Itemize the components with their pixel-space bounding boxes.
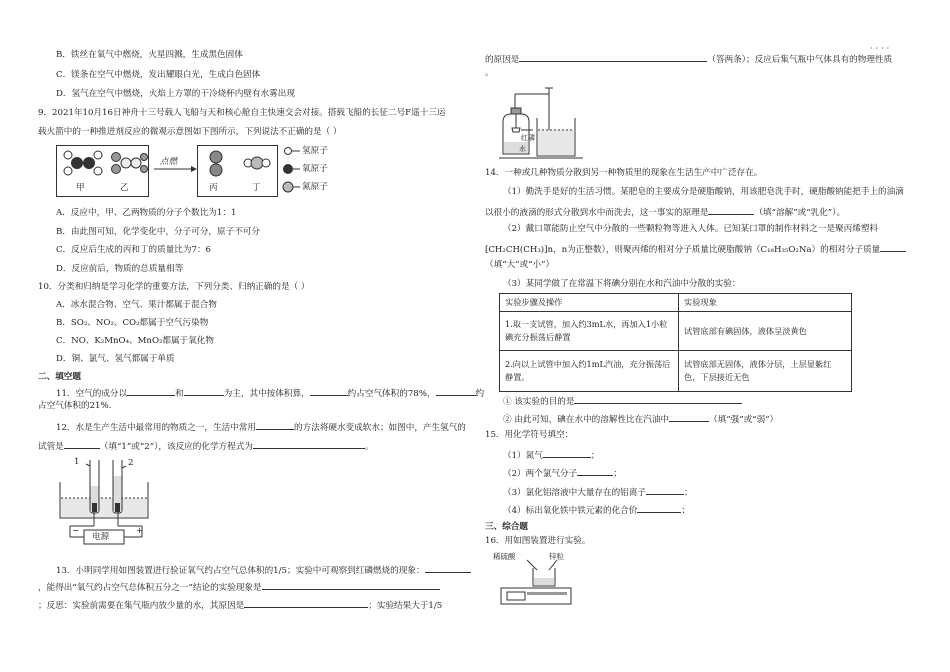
q11-blank-3[interactable] bbox=[310, 386, 348, 396]
molecule-ding bbox=[244, 157, 270, 169]
emphasis-dots: ···· bbox=[870, 44, 893, 53]
q10-stem: 10．分类和归纳是学习化学的重要方法，下列分类、归纳正确的是（ ） bbox=[38, 282, 310, 292]
tube-2-label: 2 bbox=[128, 458, 134, 468]
q8-option-d: D．氢气在空气中燃烧，火焰上方罩的干冷烧杯内壁有水雾出现 bbox=[56, 89, 295, 99]
table-header-cell: 实验现象 bbox=[679, 294, 852, 312]
label-yi: 乙 bbox=[120, 183, 129, 193]
q13-blank-1[interactable] bbox=[425, 563, 471, 573]
q13-text-a: 13．小明同学用如图装置进行验证氧气约占空气总体积的1/5；实验中可观察到红磷燃烧的现象： bbox=[56, 566, 425, 576]
q15-item-4-text: （4）标出氧化铁中铁元素的化合价 bbox=[503, 506, 638, 516]
q11-text-a: 11．空气的成分以 bbox=[56, 389, 128, 399]
plus-label: + bbox=[136, 526, 144, 536]
q12-blank-3[interactable] bbox=[253, 439, 365, 449]
q11-text-b: 和 bbox=[175, 389, 184, 399]
q14-2-line3: （填“大”或“小”） bbox=[485, 260, 555, 270]
label-jia: 甲 bbox=[76, 183, 85, 193]
q12-text-a: 12．水是生产生活中最常用的物质之一，生活中常用 bbox=[56, 423, 256, 433]
q9-option-b: B．由此图可知，化学变化中，分子可分，原子不可分 bbox=[56, 227, 260, 237]
q10-option-d: D．铜、氯气、氢气都属于单质 bbox=[56, 354, 175, 364]
experiment-table bbox=[499, 293, 852, 392]
q11-text-c: 为主，其中按体积算， bbox=[223, 389, 310, 399]
label-water: 水 bbox=[519, 145, 526, 153]
q14-1-text-b: 以很小的液滴的形式分散到水中而洗去，这一事实的原理是 bbox=[485, 208, 709, 218]
q15-blank-4[interactable] bbox=[637, 503, 681, 513]
q14-3-sub2 bbox=[485, 412, 778, 426]
minus-label: − bbox=[72, 526, 80, 536]
q14-3-line: （3）某同学做了在常温下将碘分别在水和汽油中分散的实验： bbox=[503, 279, 741, 289]
label-ding: 丁 bbox=[252, 183, 261, 193]
table-row bbox=[500, 351, 852, 392]
q15-item-2-end: ； bbox=[613, 469, 622, 479]
q13-blank-2[interactable] bbox=[262, 580, 440, 590]
q8-option-c: C．镁条在空气中燃烧，发出耀眼白光，生成白色固体 bbox=[56, 70, 261, 80]
q9-option-d: D．反应前后，物质的总质量相等 bbox=[56, 264, 184, 274]
q14-2-blank[interactable] bbox=[880, 242, 906, 252]
tube-1-label: 1 bbox=[74, 457, 80, 467]
table-cell: 1.取一支试管，加入约3mL水，再加入1小粒碘充分振荡后静置 bbox=[500, 312, 679, 351]
q15-item-2 bbox=[485, 466, 622, 480]
q9-stem-line2: 载火箭中的一种推进剂反应的微观示意图如下图所示，下列说法不正确的是（ ） bbox=[38, 127, 342, 137]
q14-3-sub1-text: ① 该实验的目的是 bbox=[503, 397, 575, 407]
q13-blank-4[interactable] bbox=[519, 52, 707, 62]
q14-3-sub2-text-b: （填“强”或“弱”） bbox=[709, 415, 779, 425]
table-row bbox=[500, 312, 852, 351]
q15-item-4-end: ； bbox=[681, 506, 690, 516]
label-zinc: 锌粒 bbox=[549, 552, 564, 561]
table-header-row bbox=[500, 294, 852, 312]
legend-nitrogen: 氮原子 bbox=[302, 182, 328, 192]
q14-1-line2 bbox=[485, 205, 845, 219]
q12-text-c: 试管是 bbox=[38, 442, 64, 452]
section-fill-in-title: 二、填空题 bbox=[38, 372, 81, 382]
q14-3-sub1 bbox=[485, 394, 742, 408]
q13-text-e: 的原因是 bbox=[485, 55, 520, 65]
q8-option-b: B．铁丝在氧气中燃烧，火星四溅，生成黑色固体 bbox=[56, 50, 243, 60]
q12-text-d: （填“1”或“2”），该反应的化学方程式为 bbox=[99, 442, 253, 452]
q11-text-d: 约占空气体积的78%， bbox=[347, 389, 436, 399]
q16-stem: 16．用如图装置进行实验。 bbox=[485, 536, 591, 546]
q15-stem: 15．用化学符号填空： bbox=[485, 430, 574, 440]
q15-item-1 bbox=[485, 448, 599, 462]
q11-blank-4[interactable] bbox=[436, 386, 476, 396]
q13-text-b: ，能得出“氧气约占空气总体积五分之一”结论的实验现象是 bbox=[38, 583, 262, 593]
experiment-table-wrap bbox=[499, 293, 852, 392]
q13-text-f: （答两条）；反应后集气瓶中气体具有的物理性质 bbox=[707, 55, 893, 65]
q13-blank-3[interactable] bbox=[244, 598, 368, 608]
q15-item-3-text: （3）氯化铝溶液中大量存在的铝离子 bbox=[503, 488, 646, 498]
q11-text-e: 约 bbox=[475, 389, 485, 399]
q13-line2 bbox=[38, 580, 440, 594]
q15-item-3 bbox=[485, 485, 693, 499]
q14-2-line2 bbox=[485, 242, 906, 256]
q10-option-c: C．NO、K₂MnO₄、MnO₂都属于氧化物 bbox=[56, 336, 214, 346]
q15-item-3-end: ； bbox=[683, 488, 693, 498]
q16-apparatus-figure bbox=[493, 550, 583, 610]
q14-3-blank-1[interactable] bbox=[574, 394, 742, 404]
q11-line1 bbox=[38, 386, 484, 400]
table-cell: 试管底部有碘固体，液体呈淡黄色 bbox=[679, 312, 852, 351]
power-label: 电源 bbox=[92, 532, 110, 542]
table-cell: 2.向以上试管中加入约1mL汽油，充分振荡后静置。 bbox=[500, 351, 679, 392]
q11-blank-2[interactable] bbox=[184, 386, 224, 396]
label-dilute-acid: 稀硫酸 bbox=[493, 552, 516, 561]
legend-oxygen: 氧原子 bbox=[302, 164, 328, 174]
phosphorus-apparatus-figure bbox=[493, 82, 593, 160]
q15-blank-3[interactable] bbox=[646, 485, 684, 495]
q12-blank-1[interactable] bbox=[256, 420, 294, 430]
electrolysis-figure bbox=[52, 456, 162, 546]
q15-item-4 bbox=[485, 503, 690, 517]
label-red-phosphorus: 红磷 bbox=[521, 134, 535, 142]
q11-blank-1[interactable] bbox=[127, 386, 175, 396]
table-header-cell: 实验步骤及操作 bbox=[500, 294, 679, 312]
q15-item-1-end: ； bbox=[590, 451, 600, 461]
q12-text-b: 的方法将硬水变成软水；如图中，产生氢气的 bbox=[294, 423, 466, 433]
q14-1-line1: （1）勤洗手是好的生活习惯。某肥皂的主要成分是硬脂酸钠，用该肥皂洗手时，硬脂酸钠能把手上的油滴 bbox=[503, 187, 904, 197]
q14-2-text-b: [CH₂CH(CH₃)]n，n为正整数），则聚丙烯的相对分子质量比硬脂酸钠（C₁₈H₃₅O₂Na）的相对分子质量 bbox=[485, 245, 881, 255]
q13-text-c: ；反思：实验前需要在集气瓶内放少量的水，其原因是 bbox=[38, 601, 245, 611]
q13-line3 bbox=[38, 598, 442, 612]
q9-option-c: C．反应后生成的丙和丁的质量比为7：6 bbox=[56, 245, 212, 255]
q13-end: 。 bbox=[485, 68, 494, 78]
label-bing: 丙 bbox=[209, 183, 218, 193]
q12-line2 bbox=[38, 439, 374, 453]
phosphorus-apparatus-svg bbox=[493, 82, 593, 160]
q15-blank-1[interactable] bbox=[543, 448, 591, 458]
q9-reaction-diagram bbox=[56, 145, 356, 197]
q15-item-2-text: （2）两个氯气分子 bbox=[503, 469, 578, 479]
q14-stem: 14．一种或几种物质分散到另一种物质里的现象在生活生产中广泛存在。 bbox=[485, 168, 763, 178]
q13-text-d: ；实验结果大于1/5 bbox=[368, 601, 443, 611]
q15-blank-2[interactable] bbox=[577, 466, 613, 476]
q11-line2: 占空气体积的21%. bbox=[38, 401, 112, 411]
section-comprehensive-title: 三、综合题 bbox=[485, 522, 528, 532]
q13-cont-line bbox=[485, 52, 892, 66]
q14-2-line1: （2）戴口罩能防止空气中分散的一些颗粒物等进入人体。已知某口罩的制作材料之一是聚丙烯塑料 bbox=[503, 224, 879, 234]
q14-3-sub2-text-a: ② 由此可知，碘在水中的溶解性比在汽油中 bbox=[503, 415, 670, 425]
q9-stem-line1: 9．2021年10月16日神舟十三号载人飞船与天和核心舱自主快速交会对接。搭载飞船的长征二号F遥十三运 bbox=[38, 108, 446, 118]
q12-line1 bbox=[38, 420, 466, 434]
q14-3-blank-2[interactable] bbox=[669, 412, 709, 422]
table-cell: 试管底部无固体，液体分层，上层显紫红色，下层接近无色 bbox=[679, 351, 852, 392]
label-condition: 点燃 bbox=[160, 157, 178, 167]
q12-blank-2[interactable] bbox=[64, 439, 100, 449]
q12-text-e: 。 bbox=[364, 442, 374, 452]
q15-item-1-text: （1）氮气 bbox=[503, 451, 543, 461]
q13-line1 bbox=[38, 563, 471, 577]
q9-option-a: A．反应中，甲、乙两物质的分子个数比为1：1 bbox=[56, 208, 237, 218]
q14-1-text-c: （填“溶解”或“乳化”）。 bbox=[754, 208, 846, 218]
q10-option-a: A．冰水混合物、空气、果汁都属于混合物 bbox=[56, 300, 217, 310]
legend-hydrogen: 氢原子 bbox=[302, 146, 328, 156]
q10-option-b: B．SO₂、NO₂、CO₂都属于空气污染物 bbox=[56, 318, 209, 328]
q14-1-blank[interactable] bbox=[708, 205, 754, 215]
